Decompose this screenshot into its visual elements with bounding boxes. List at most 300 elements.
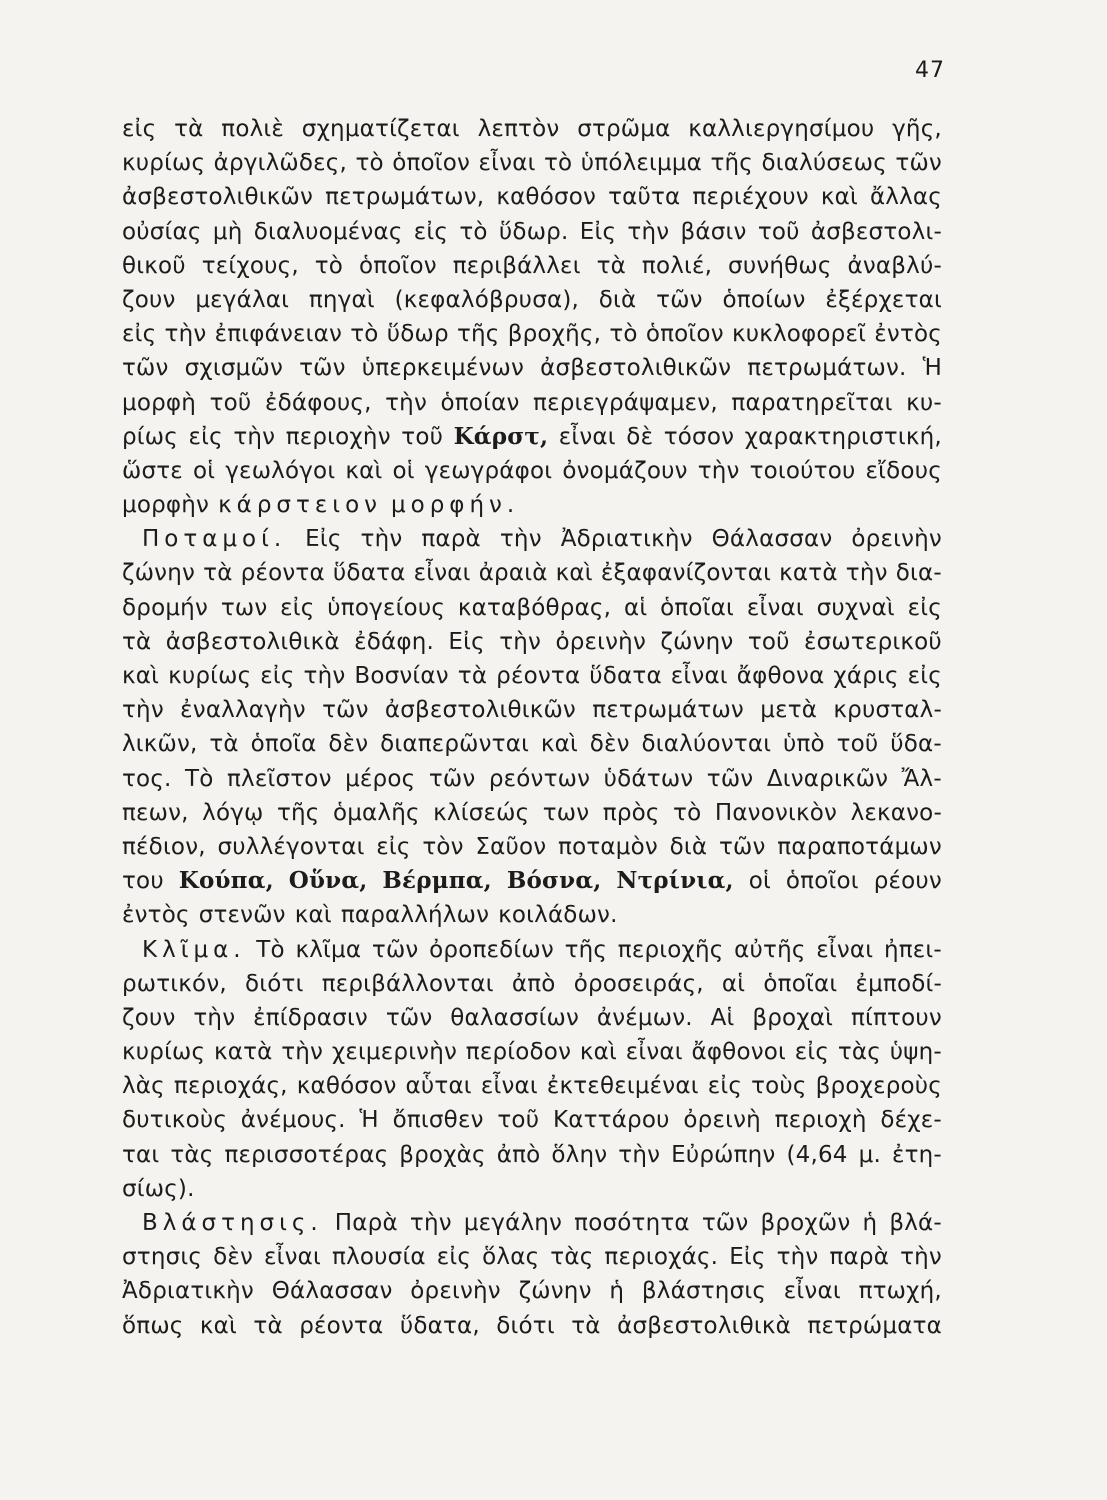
word: παρατηρεῖται xyxy=(731,389,893,416)
word: τῆς xyxy=(564,936,608,963)
word: τόσον xyxy=(663,423,735,450)
text-line xyxy=(122,796,942,830)
word: ὕδωρ. xyxy=(498,218,569,245)
word: τὴν xyxy=(499,526,542,553)
word: τὸ xyxy=(350,321,379,348)
word: δια- xyxy=(895,560,942,587)
word: τῶν xyxy=(371,936,419,963)
word: χειμερινὴν xyxy=(331,1039,458,1066)
word: Κάρστ, xyxy=(453,422,549,450)
word: σίως). xyxy=(122,1175,195,1202)
text-line xyxy=(122,1274,942,1308)
word: ὑψη- xyxy=(889,1039,942,1066)
word: εἰς xyxy=(122,116,157,142)
word: καλλιεργησίμου xyxy=(688,116,875,142)
word: βροχῆς, xyxy=(507,321,602,348)
word: διαλύονται xyxy=(641,731,772,758)
word: Βόσνα, xyxy=(506,867,602,895)
word: ὕδατα xyxy=(332,560,406,587)
word: τῶν xyxy=(428,765,476,792)
word: ὑπογείους xyxy=(327,594,446,621)
word: πολιὲ xyxy=(221,116,285,142)
word: Ντρίνια, xyxy=(616,867,734,895)
word: Ἀδριατικὴν xyxy=(560,526,693,553)
word: περιοχῆς xyxy=(617,936,724,963)
text-line xyxy=(122,933,942,967)
word: Εἰς xyxy=(579,218,617,245)
word: τος. xyxy=(122,765,172,792)
word: περιεγράψαμεν, xyxy=(533,389,718,416)
word: τὴν xyxy=(233,423,276,450)
word: τὴν xyxy=(697,457,740,484)
word: χαρακτηριστική, xyxy=(744,423,942,450)
word: τοῦ xyxy=(747,628,790,655)
word: ἀσβεστολιθικῶν xyxy=(540,355,732,382)
word: ρωτικόν, xyxy=(122,970,227,997)
word: κλῖμα xyxy=(295,936,362,963)
page-number: 47 xyxy=(915,58,945,83)
word: τὴν xyxy=(164,321,207,348)
word: ὕδα- xyxy=(890,731,942,758)
word: κυκλοφορεῖ xyxy=(731,321,867,348)
word: εἶναι xyxy=(480,1073,538,1100)
word: ἀπὸ xyxy=(496,1141,541,1168)
word: πετρωμάτων xyxy=(592,697,744,724)
word: ἀσβεστολι- xyxy=(810,218,942,245)
word: πετρώματα xyxy=(807,1312,942,1339)
word: Αἱ xyxy=(710,1004,735,1031)
word: τὴν xyxy=(122,697,164,724)
word: τῆς xyxy=(456,321,500,348)
word: οἱ xyxy=(392,457,415,484)
word: τῶν xyxy=(706,765,754,792)
word: ὑπόλειμμα xyxy=(580,150,703,177)
word: μετὰ xyxy=(760,697,818,724)
word: Εὐρώπην xyxy=(671,1141,776,1168)
word: τῶν xyxy=(895,150,942,177)
word: εἶναι xyxy=(478,150,536,177)
word: τὸ xyxy=(673,799,702,826)
word: οὐσίας xyxy=(122,218,202,245)
word: ρεόντων xyxy=(488,765,591,792)
word: Ποταμοί. xyxy=(142,526,287,553)
word: τὴν xyxy=(618,1141,661,1168)
word: ὑπερκειμένων xyxy=(361,355,525,382)
text-line xyxy=(122,898,942,932)
word: μορφὴ xyxy=(122,389,197,416)
word: Βλάστησις. xyxy=(142,1210,323,1236)
word: ζουν xyxy=(122,1004,176,1031)
word: πέδιον, xyxy=(122,833,206,860)
word: περίοδον xyxy=(465,1039,572,1066)
text-line xyxy=(122,1103,942,1137)
word: Βοσνίαν xyxy=(354,663,449,689)
word: ἀναβλύ- xyxy=(847,252,942,279)
word: τοῦ xyxy=(497,1107,540,1134)
word: κοιλάδων. xyxy=(498,902,618,929)
word: ἀσβεστολιθικὰ xyxy=(165,628,340,655)
word: διὰ xyxy=(598,286,637,313)
text-line xyxy=(122,386,942,420)
word: καὶ xyxy=(820,184,858,211)
word: ὁποῖαι xyxy=(660,594,735,621)
word: οἱ xyxy=(748,868,771,895)
word: μέρος xyxy=(345,765,416,792)
word: κατὰ xyxy=(213,1039,273,1066)
word: ὁποῖα xyxy=(250,731,317,758)
word: εἰς xyxy=(260,663,295,689)
word: τὰ xyxy=(253,1312,283,1339)
text-line xyxy=(122,967,942,1001)
word: ἀνέμους. xyxy=(240,1107,346,1134)
text-line xyxy=(122,1138,942,1172)
word: παραποτάμων xyxy=(777,833,942,860)
word: τὴν xyxy=(360,526,403,553)
word: ὀνομάζουν xyxy=(562,457,688,484)
word: κρυσταλ- xyxy=(833,697,942,724)
word: παραλλήλων xyxy=(340,902,490,929)
word: λόγῳ xyxy=(202,799,264,826)
word: κυρίως xyxy=(122,150,206,177)
word: πηγαὶ xyxy=(308,286,375,313)
word: ἄφθονοι xyxy=(691,1039,787,1066)
word: ὁποῖαι xyxy=(763,970,838,997)
word: περισσοτέρας xyxy=(224,1141,389,1168)
word: αἱ xyxy=(623,594,648,621)
word: τὰ xyxy=(122,628,152,655)
word: συχναὶ xyxy=(816,594,895,621)
word: παρὰ xyxy=(421,526,481,553)
word: περιέχουν xyxy=(692,184,809,211)
word: ὅλας xyxy=(482,1244,540,1271)
word: ἡ xyxy=(862,1210,878,1236)
word: τὰς xyxy=(837,1039,881,1066)
text-line xyxy=(122,659,942,693)
word: καθόσον xyxy=(296,1073,397,1100)
word: ζώνην xyxy=(660,628,734,655)
word: τοῦ xyxy=(401,423,444,450)
text-line xyxy=(122,283,942,317)
word: εἶναι xyxy=(783,1278,841,1305)
word: τὴν xyxy=(845,560,888,587)
word: ὁποίων xyxy=(722,286,806,313)
word: ἐναλλαγὴν xyxy=(180,697,306,724)
word: ἀνέμων. xyxy=(596,1004,693,1031)
word: (4,64 xyxy=(786,1141,848,1168)
word: ὁποῖοι xyxy=(785,868,859,895)
text-line xyxy=(122,1206,942,1240)
word: ἐξέρχεται xyxy=(825,286,942,313)
word: τοιούτου xyxy=(749,457,856,484)
word: εἶναι xyxy=(558,423,616,450)
word: ζώνην xyxy=(122,560,196,587)
word: τὰς xyxy=(170,1141,214,1168)
word: ὑδάτων xyxy=(603,765,694,792)
word: κλίσεώς xyxy=(433,799,530,826)
word: κυ- xyxy=(906,389,942,416)
word: ρέουν xyxy=(873,868,942,895)
word: στησις xyxy=(122,1244,203,1271)
word: στρῶμα xyxy=(577,116,671,142)
word: ται xyxy=(122,1141,160,1168)
word: εἶναι xyxy=(670,663,728,689)
word: ὀρεινὴ xyxy=(683,1107,761,1134)
word: ὀρεινὴν xyxy=(410,1278,501,1305)
word: καὶ xyxy=(540,731,578,758)
word: καὶ xyxy=(345,457,383,484)
word: εἶναι xyxy=(816,936,874,963)
word: Βέρμπα, xyxy=(382,867,492,895)
word: τῶν xyxy=(122,355,169,382)
text-line xyxy=(122,1069,942,1103)
word: τὴν xyxy=(499,628,542,655)
word: ὀρεινὴν xyxy=(851,526,942,553)
word: εἰς xyxy=(376,833,411,860)
word: βροχεροὺς xyxy=(815,1073,942,1100)
word: τὴν xyxy=(385,389,427,416)
text-line xyxy=(122,112,942,146)
word: των xyxy=(220,594,268,621)
text-line xyxy=(122,693,942,727)
word: γεωλόγοι xyxy=(225,457,336,484)
word: ὁποίαν xyxy=(440,389,520,416)
word: ὥστε xyxy=(122,457,183,484)
word: ἄλλας xyxy=(869,184,942,211)
word: συνήθως xyxy=(728,252,832,279)
word: οἱ xyxy=(192,457,216,484)
word: ἀραιὰ xyxy=(478,560,548,587)
word: διότι xyxy=(496,1312,555,1339)
word: Θάλασσαν xyxy=(271,1278,393,1305)
word: τὴν xyxy=(627,218,670,245)
word: καταβόθρας, xyxy=(457,594,612,621)
word: πεων, xyxy=(122,799,189,826)
word: Καττάρου xyxy=(552,1107,670,1134)
word: τοῦ xyxy=(836,731,879,758)
word: καὶ xyxy=(555,560,593,587)
word: τὸ xyxy=(459,218,488,245)
word: ὁποῖον xyxy=(392,150,471,177)
word: ἀργιλῶδες, xyxy=(213,150,347,177)
word: ἐντὸς xyxy=(122,902,190,929)
word: ὑπὸ xyxy=(782,731,825,758)
word: εἰς xyxy=(794,1039,830,1066)
word: τῶν xyxy=(719,833,766,860)
text-line xyxy=(122,727,942,761)
word: λὰς xyxy=(122,1073,165,1100)
word: περιοχὴν xyxy=(285,423,391,450)
word: πλεῖστον xyxy=(227,765,332,792)
word: τὴν xyxy=(303,663,346,689)
word: μορφὴν xyxy=(122,492,210,519)
word: ὀροσειράς, xyxy=(573,970,704,997)
word: δυτικοὺς xyxy=(122,1107,228,1134)
word: τὰς xyxy=(550,1244,594,1271)
text-line xyxy=(122,864,942,898)
word: πίπτουν xyxy=(850,1004,942,1031)
word: Εἰς xyxy=(448,628,485,655)
word: εἶναι xyxy=(264,1244,322,1271)
word: βάσιν xyxy=(680,218,747,245)
word: διαλύσεως xyxy=(761,150,887,177)
word: τὰ xyxy=(174,116,204,142)
text-line xyxy=(122,1035,942,1069)
word: λεπτὸν xyxy=(477,116,560,142)
word: Παρὰ xyxy=(334,1210,398,1236)
text-line xyxy=(122,488,942,522)
text-line xyxy=(122,180,942,214)
word: ρέοντα xyxy=(496,663,581,689)
word: ὄπισθεν xyxy=(392,1107,484,1134)
word: κατὰ xyxy=(779,560,838,587)
word: μορφήν. xyxy=(390,492,520,519)
word: εἰς xyxy=(188,423,223,450)
word: κυρίως xyxy=(168,663,252,689)
text-line xyxy=(122,625,942,659)
word: Ἡ xyxy=(359,1107,379,1134)
word: τὴν xyxy=(193,1004,236,1031)
word: εἴδους xyxy=(865,457,942,484)
word: Κούπα, xyxy=(178,867,274,895)
word: διαπερῶνται xyxy=(380,731,530,758)
word: ἐπιφάνειαν xyxy=(214,321,343,348)
word: τῶν xyxy=(701,1210,749,1236)
word: θαλασσίων xyxy=(450,1004,580,1031)
word: εἰς xyxy=(707,1073,743,1100)
word: αὗται xyxy=(405,1073,472,1100)
word: ποταμὸν xyxy=(558,833,658,860)
word: καὶ xyxy=(199,1312,237,1339)
word: ρέοντα xyxy=(240,560,325,587)
word: ἐξαφανίζονται xyxy=(600,560,772,587)
word: καὶ xyxy=(579,1039,617,1066)
text-line xyxy=(122,420,942,454)
word: δὲν xyxy=(589,731,630,758)
word: δὲ xyxy=(626,423,654,450)
text-line xyxy=(122,249,942,283)
word: ἄφθονα xyxy=(736,663,825,689)
word: τὰ xyxy=(571,1312,601,1339)
word: εἰς xyxy=(907,594,942,621)
word: γῆς, xyxy=(892,116,942,142)
word: Θάλασσαν xyxy=(711,526,833,553)
word: ἐπίδρασιν xyxy=(253,1004,368,1031)
word: ἀσβεστολιθικὰ xyxy=(617,1312,791,1339)
word: δέχε- xyxy=(880,1107,942,1134)
word: Διναρικῶν xyxy=(766,765,889,792)
word: εἶναι xyxy=(625,1039,683,1066)
word: παρὰ xyxy=(829,1244,890,1271)
word: Ἡ xyxy=(922,355,942,382)
text-line xyxy=(122,556,942,590)
word: βροχαὶ xyxy=(752,1004,834,1031)
word: ὅπως xyxy=(122,1312,184,1339)
word: μὴ xyxy=(212,218,243,245)
text-line xyxy=(122,1001,942,1035)
word: στενῶν xyxy=(198,902,286,929)
word: Οὕνα, xyxy=(288,867,368,895)
word: τὴν xyxy=(900,1244,942,1271)
word: περιοχάς, xyxy=(173,1073,288,1100)
word: τὸ xyxy=(609,321,638,348)
word: ὀροπεδίων xyxy=(429,936,554,963)
word: τῶν xyxy=(656,286,703,313)
word: τοῦ xyxy=(209,389,252,416)
word: εἰς xyxy=(907,663,942,689)
word: ὕδωρ xyxy=(386,321,449,348)
word: ὕδατα, xyxy=(399,1312,480,1339)
word: ζώνην xyxy=(518,1278,592,1305)
word: ὅλην xyxy=(551,1141,608,1168)
word: καὶ xyxy=(122,663,160,689)
word: περιβάλλει xyxy=(452,252,581,279)
word: τὰ xyxy=(596,252,626,279)
word: ζουν xyxy=(122,286,176,313)
word: καθόσον xyxy=(496,184,597,211)
word: ἐτη- xyxy=(891,1141,942,1168)
word: θικοῦ xyxy=(122,252,186,279)
word: δὲν xyxy=(328,731,369,758)
word: τὰ xyxy=(203,560,233,587)
word: ὁποῖον xyxy=(358,252,437,279)
word: σχηματίζεται xyxy=(301,116,460,142)
word: γεωγράφοι xyxy=(424,457,553,484)
word: ρέοντα xyxy=(299,1312,384,1339)
word: περιοχάς. xyxy=(604,1244,719,1271)
word: διότι xyxy=(245,970,304,997)
word: λικῶν, xyxy=(122,731,198,758)
word: ὁποῖον xyxy=(645,321,724,348)
text-line xyxy=(122,1309,942,1343)
text-line xyxy=(122,146,942,180)
word: ἐδάφους, xyxy=(264,389,372,416)
word: ὁμαλῆς xyxy=(332,799,420,826)
word: πρὸς xyxy=(602,799,660,826)
text-line xyxy=(122,317,942,351)
word: ὕδατα xyxy=(589,663,662,689)
word: κάρστειον xyxy=(218,492,382,519)
word: διαλυομένας xyxy=(253,218,403,245)
word: περιβάλλονται xyxy=(321,970,494,997)
word: ἐδάφη. xyxy=(354,628,435,655)
word: βροχῶν xyxy=(760,1210,851,1236)
word: εἰς xyxy=(413,218,449,245)
word: τῆς xyxy=(710,150,754,177)
text-line xyxy=(122,1240,942,1274)
word: ἐμποδί- xyxy=(855,970,942,997)
word: τὴν xyxy=(776,1244,819,1271)
word: αὐτῆς xyxy=(734,936,806,963)
word: πτωχή, xyxy=(858,1278,942,1305)
word: μ. xyxy=(858,1141,881,1168)
word: τῶν xyxy=(322,697,369,724)
word: των xyxy=(542,799,590,826)
word: δρομήν xyxy=(122,594,209,621)
word: τὰ xyxy=(209,731,239,758)
word: τοὺς xyxy=(751,1073,807,1100)
word: τὸ xyxy=(355,150,384,177)
word: χάρις xyxy=(833,663,899,689)
text-line xyxy=(122,215,942,249)
word: σχισμῶν xyxy=(184,355,283,382)
word: αἱ xyxy=(721,970,746,997)
word: Τὸ xyxy=(256,936,285,963)
word: ἠπει- xyxy=(883,936,942,963)
word: ἐσωτερικοῦ xyxy=(804,628,942,655)
word: κυρίως xyxy=(122,1039,206,1066)
word: πετρωμάτων. xyxy=(747,355,907,382)
word: (κεφαλόβρυσα), xyxy=(394,286,580,313)
